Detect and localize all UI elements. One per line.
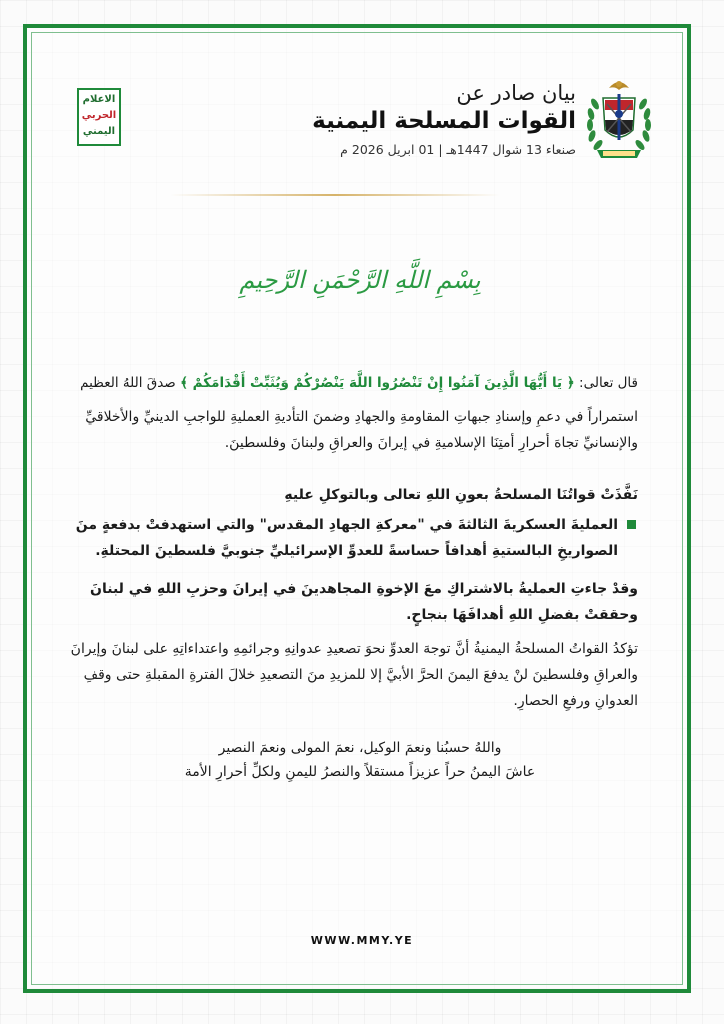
header-organization: القوات المسلحة اليمنية [312,108,576,134]
quran-suffix: صدقَ اللهُ العظيم [80,375,181,391]
armed-forces-emblem [583,74,655,166]
operation-heading: نَفَّذَتْ قواتُنَا المسلحةُ بعونِ اللهِ تعالى وبالتوكلِ عليهِ [284,487,638,503]
header-issued-by: بيان صادر عن [456,81,576,105]
closing-lines [150,736,570,784]
confirmation-paragraph: تؤكدُ القواتُ المسلحةُ اليمنيةُ أنَّ توجهَ العدوِّ نحوَ تصعيدِ عدوانِهِ وجرائمِهِ واعتداءاتِهِ على لبنانَ وإيرانَ والعراقِ وفلسطينَ لنْ يدفعَ اليمنَ الحرَّ الأبيَّ إلا للمزيدِ منَ التصعيدِ خلالَ الفترةِ المقبلةِ حتى وقفِ العدوانِ ورفعِ الحصارِ. [70,641,638,709]
green-frame [23,24,691,993]
media-logo-line1: الاعلام [82,94,116,105]
operation-bullet-text: العمليةَ العسكريةَ الثالثةَ في "معركةِ الجهادِ المقدس" والتي استهدفتْ بدفعةٍ منَ الصواريخِ البالستيةِ أهدافاً حساسةً للعدوِّ الإسرائيليِّ جنوبيَّ فلسطينَ المحتلةِ. [75,517,618,559]
quran-verse: ﴿ يَا أَيُّهَا الَّذِينَ آمَنُوا إِنْ تَنْصُرُوا اللَّهَ يَنْصُرْكُمْ وَيُثَبِّتْ أَقْدَامَكُمْ ﴾ [180,375,575,391]
header-date: صنعاء 13 شوال 1447هـ | 01 ابريل 2026 م [340,142,576,157]
military-media-logo [77,88,121,146]
operation-bullet [66,512,638,564]
website-url[interactable]: WWW.MMY.YE [310,934,414,947]
bullet-square-icon [627,520,636,529]
media-logo-line2: الحربي [81,110,117,121]
header-divider [170,194,500,196]
closing-line-2: عاشَ اليمنُ حراً عزيزاً مستقلاً والنصرُ لليمنِ ولكلِّ أحرارِ الأمة [184,764,536,780]
inner-frame-line [31,32,683,985]
joint-operation-paragraph: وقدْ جاءتِ العمليةُ بالاشتراكِ معَ الإخوةِ المجاهدينَ في إيرانَ وحزبِ اللهِ في لبنانَ وحققتْ بفضلِ اللهِ أهدافَهَا بنجاحٍ. [90,581,638,623]
intro-paragraph: استمراراً في دعمِ وإسنادِ جبهاتِ المقاومةِ والجهادِ وضمنَ التأديةِ العمليةِ للواجبِ الدينيِّ والأخلاقيِّ والإنسانيِّ تجاهَ أحرارِ أمتِنَا الإسلاميةِ في إيرانَ والعراقِ ولبنانَ وفلسطينَ. [85,409,638,451]
media-logo-line3: اليمني [82,126,116,137]
quran-verse-paragraph [66,370,638,396]
statement-header [256,80,576,157]
basmala-calligraphy: بِسْمِ اللَّهِ الرَّحْمَنِ الرَّحِيمِ [239,266,481,294]
closing-line-1: واللهُ حسبُنا ونعمَ الوكيل، نعمَ المولى ونعمَ النصير [218,740,502,756]
quran-prefix: قال تعالى: [574,375,638,391]
